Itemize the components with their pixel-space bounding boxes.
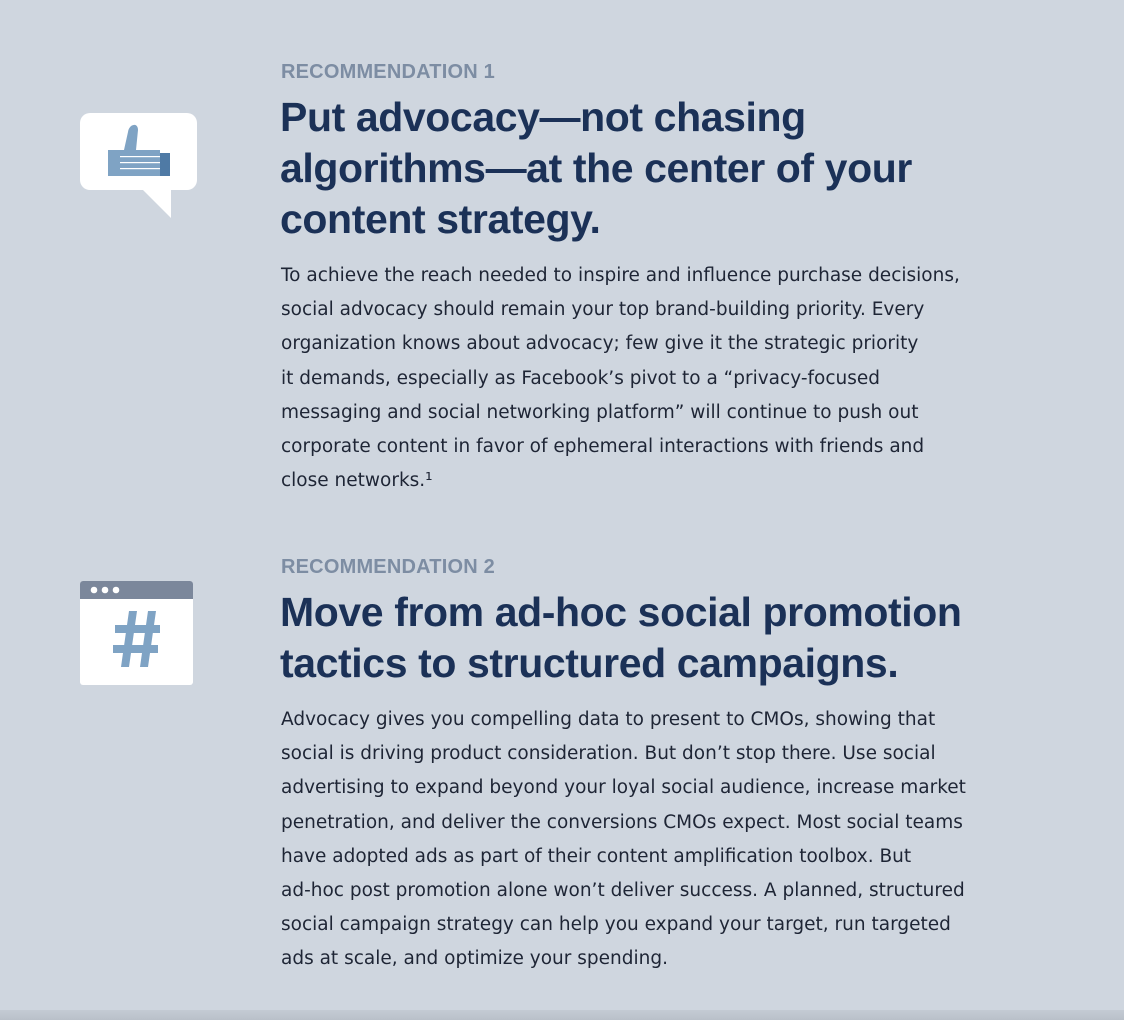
- recommendation-headline: [280, 587, 1000, 689]
- body-line: ads at scale, and optimize your spending.: [281, 948, 668, 970]
- headline-line: algorithms—at the center of your: [280, 145, 912, 191]
- recommendation-eyebrow: RECOMMENDATION 1: [281, 61, 495, 83]
- recommendation-body: [281, 703, 981, 977]
- recommendation-eyebrow: RECOMMENDATION 2: [281, 556, 495, 578]
- body-line: corporate content in favor of ephemeral interactions with friends and: [281, 436, 925, 458]
- hashtag-browser-window-icon: [80, 575, 194, 685]
- headline-line: Move from ad-hoc social promotion: [280, 589, 962, 635]
- headline-line: content strategy.: [280, 196, 601, 242]
- body-line: penetration, and deliver the conversions CMOs expect. Most social teams: [281, 811, 963, 833]
- headline-line: tactics to structured campaigns.: [280, 640, 899, 686]
- body-line: advertising to expand beyond your loyal social audience, increase market: [281, 777, 966, 799]
- body-line: messaging and social networking platform” will continue to push out: [281, 401, 919, 423]
- body-line: social is driving product consideration. But don’t stop there. Use social: [281, 743, 936, 765]
- body-line: organization knows about advocacy; few give it the strategic priority: [281, 333, 919, 355]
- thumbs-up-speech-bubble-icon: [80, 112, 198, 218]
- recommendation-body: [281, 259, 981, 498]
- body-line: To achieve the reach needed to inspire and influence purchase decisions,: [281, 265, 960, 286]
- bottom-edge-strip: [0, 1010, 1124, 1020]
- body-line: it demands, especially as Facebook’s pivot to a “privacy-focused: [281, 367, 880, 389]
- recommendation-headline: [280, 92, 1000, 245]
- body-line: close networks.¹: [281, 470, 433, 492]
- headline-line: Put advocacy—not chasing: [280, 94, 806, 140]
- body-line: Advocacy gives you compelling data to present to CMOs, showing that: [281, 709, 936, 730]
- body-line: social campaign strategy can help you expand your target, run targeted: [281, 914, 951, 936]
- body-line: ad-hoc post promotion alone won’t deliver success. A planned, structured: [281, 880, 965, 902]
- body-line: social advocacy should remain your top brand-building priority. Every: [281, 299, 925, 321]
- body-line: have adopted ads as part of their content amplification toolbox. But: [281, 845, 912, 867]
